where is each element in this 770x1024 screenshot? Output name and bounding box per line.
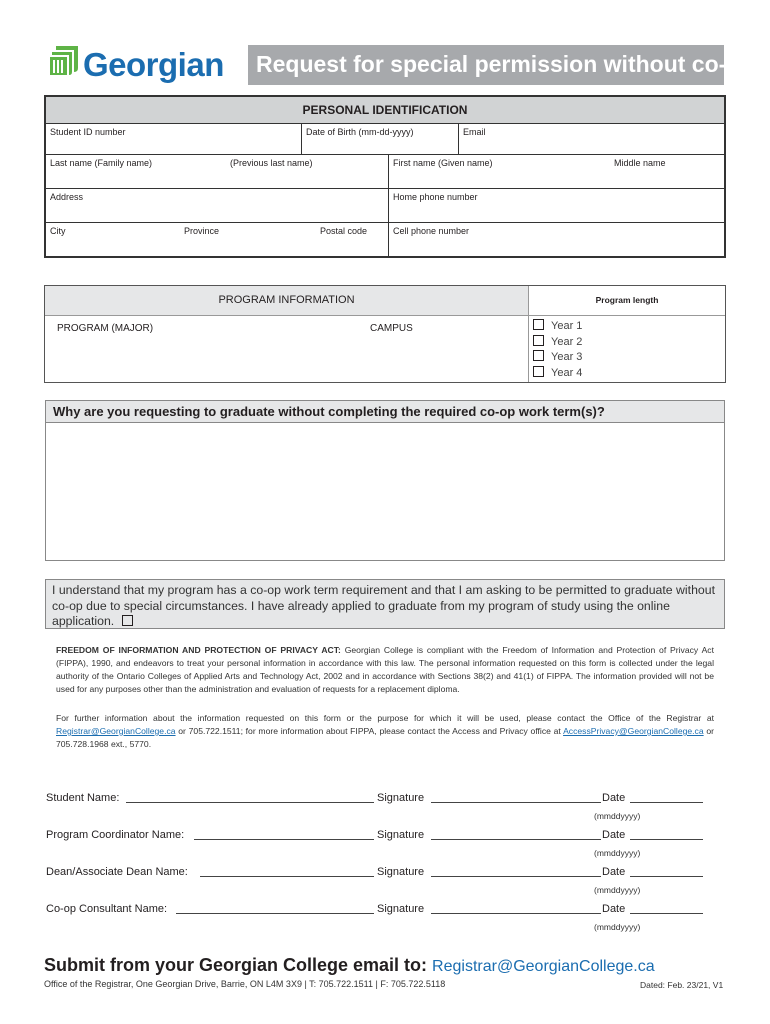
student-date-format: (mmddyyyy) [594,811,641,821]
student-signature-label: Signature [377,792,425,804]
dean-date-input[interactable] [630,866,703,877]
student-date-input[interactable] [630,792,703,803]
student-name-input[interactable] [126,792,374,803]
row-city [46,223,724,256]
last-name-field[interactable] [46,155,226,188]
year-3-option[interactable] [533,350,582,366]
year-2-label: Year 2 [551,335,583,348]
personal-identification-section [44,95,726,258]
coordinator-date-format: (mmddyyyy) [594,848,641,858]
address-label: Address [50,192,84,202]
coop-name-input[interactable] [176,903,374,914]
footer-address: Office of the Registrar, One Georgian Drive, Barrie, ON L4M 3X9 | T: 705.722.1511 | F: 705.722.5118 [44,979,446,989]
form-title: Request for special permission without co-op [248,45,724,85]
year-1-checkbox[interactable] [533,319,544,330]
program-information-section [44,285,726,383]
row-id-dob-email [46,124,724,155]
reason-textarea[interactable] [45,422,725,561]
personal-identification-heading: PERSONAL IDENTIFICATION [46,97,724,124]
reason-question: Why are you requesting to graduate without completing the required co-op work term(s)? [45,400,725,423]
student-signature-row [46,792,726,828]
dean-signature-label: Signature [377,866,425,878]
home-phone-label: Home phone number [393,192,478,202]
address-field[interactable] [46,189,388,222]
acknowledgement-text: I understand that my program has a co-op work term requirement and that I am asking to be permitted to graduate without co-op due to special circumstances. I have already applied to graduate from my program of study using the online application. [52,583,716,628]
city-label: City [50,226,66,236]
privacy-email-link[interactable]: AccessPrivacy@GeorgianCollege.ca [563,725,704,736]
fippa-body: Georgian College is compliant with the Freedom of Information and Protection of Privacy Act (FIPPA), 1990, and endeavors to treat your personal information in accordance with this law. The personal information requested on this form is collected under the legal authority of the Ontario Colleges of Applied Arts and Technology Act, 2002 and in accordance with Sections 38(2) and 41(1) of FIPPA. The information provided will not be used for any purposes other than the administration and evaluation of requests for a replacement diploma. [56,645,714,694]
row-address [46,189,724,223]
coop-date-format: (mmddyyyy) [594,922,641,932]
coordinator-name-label: Program Coordinator Name: [46,829,185,841]
year-2-checkbox[interactable] [533,335,544,346]
previous-last-name-field[interactable] [226,155,388,188]
student-id-field[interactable] [46,124,301,154]
dob-field[interactable] [301,124,458,154]
year-4-option[interactable] [533,366,582,382]
province-label: Province [184,226,220,236]
version-date: Dated: Feb. 23/21, V1 [640,980,724,990]
year-3-label: Year 3 [551,351,583,363]
coop-signature-row [46,903,726,939]
program-major-field[interactable]: PROGRAM (MAJOR) [57,323,154,334]
dob-label: Date of Birth (mm-dd-yyyy) [306,127,414,137]
coop-signature-label: Signature [377,903,425,915]
year-4-checkbox[interactable] [533,366,544,377]
fippa-title: FREEDOM OF INFORMATION AND PROTECTION OF PRIVACY ACT: [56,645,341,655]
logo-text: Georgian [83,46,224,83]
city-field[interactable] [46,223,180,256]
cell-phone-label: Cell phone number [393,226,470,236]
student-date-label: Date [602,792,626,804]
coordinator-date-input[interactable] [630,829,703,840]
email-label: Email [463,127,486,137]
further-info-text-1: For further information about the information requested on this form or the purpose for which it will be used, please contact the Office of the Registrar at [56,713,714,723]
row-names [46,155,724,189]
dean-signature-row [46,866,726,902]
coordinator-signature-input[interactable] [431,829,601,840]
further-info-text-2: or 705.722.1511; for more information about FIPPA, please contact the Access and Privacy office at [175,725,564,736]
year-1-label: Year 1 [551,320,583,332]
home-phone-field[interactable] [388,189,726,222]
coordinator-name-input[interactable] [194,829,374,840]
dean-date-label: Date [602,866,626,878]
previous-last-name-label: (Previous last name) [230,158,313,168]
coordinator-signature-label: Signature [377,829,425,841]
middle-name-label: Middle name [614,158,666,168]
dean-name-label: Dean/Associate Dean Name: [46,866,188,878]
province-field[interactable] [180,223,316,256]
year-1-option[interactable] [533,319,582,335]
postal-code-field[interactable] [316,223,388,256]
further-info-text-3: or 705.728.1968 ext., 5770. [56,725,714,749]
dean-name-input[interactable] [200,866,374,877]
coop-date-input[interactable] [630,903,703,914]
first-name-label: First name (Given name) [393,158,493,168]
middle-name-field[interactable] [610,155,726,188]
email-field[interactable] [458,124,726,154]
program-length-divider [528,316,529,382]
student-name-label: Student Name: [46,792,120,804]
acknowledgement-checkbox[interactable] [122,615,133,626]
campus-field[interactable]: CAMPUS [370,323,413,334]
postal-code-label: Postal code [320,226,368,236]
acknowledgement-box [45,579,725,629]
coop-date-label: Date [602,903,626,915]
program-information-heading: PROGRAM INFORMATION [45,286,528,316]
year-2-option[interactable] [533,335,582,351]
registrar-email-link[interactable]: Registrar@GeorgianCollege.ca [56,725,176,736]
year-3-checkbox[interactable] [533,350,544,361]
last-name-label: Last name (Family name) [50,158,153,168]
coop-name-label: Co-op Consultant Name: [46,903,168,915]
program-length-heading: Program length [528,286,725,316]
student-id-label: Student ID number [50,127,126,137]
further-info-notice [56,712,714,751]
coop-signature-input[interactable] [431,903,601,914]
logo-mark-icon [48,44,80,78]
student-signature-input[interactable] [431,792,601,803]
submit-label: Submit from your Georgian College email to: [44,955,433,975]
cell-phone-field[interactable] [388,223,726,256]
coordinator-signature-row [46,829,726,865]
first-name-field[interactable] [388,155,610,188]
georgian-logo [48,44,224,88]
year-4-label: Year 4 [551,366,583,379]
submit-instruction [44,955,655,976]
program-length-options [533,319,582,381]
fippa-notice [56,644,714,696]
submit-email-link[interactable]: Registrar@GeorgianCollege.ca [432,958,655,975]
dean-date-format: (mmddyyyy) [594,885,641,895]
coordinator-date-label: Date [602,829,626,841]
dean-signature-input[interactable] [431,866,601,877]
